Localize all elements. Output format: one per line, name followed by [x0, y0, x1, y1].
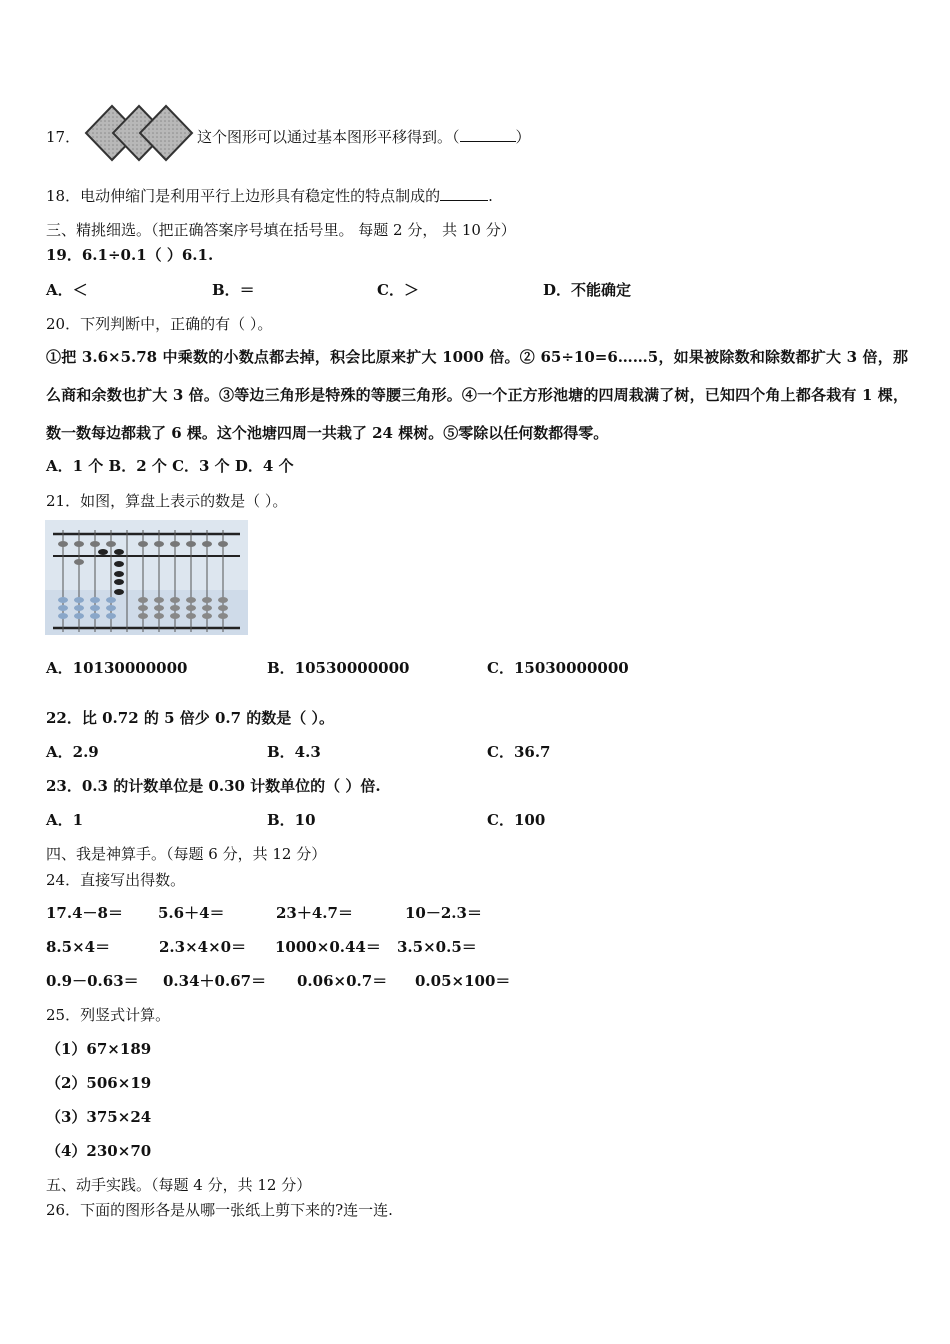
q18-text: 18．电动伸缩门是利用平行上边形具有稳定性的特点制成的 . [46, 187, 493, 205]
q25-item: （3）375×24 [46, 1108, 152, 1126]
q24-cell: 2.3×4×0＝ [159, 938, 247, 956]
q24-cell: 17.4－8＝ [46, 904, 123, 922]
q19-text: 19．6.1÷0.1（ ）6.1. [46, 246, 214, 264]
q25-text: 25．列竖式计算。 [46, 1006, 171, 1024]
q24-cell: 0.34＋0.67＝ [163, 972, 267, 990]
q22-option-b[interactable]: B．4.3 [267, 743, 321, 761]
q24-cell: 10－2.3＝ [405, 904, 482, 922]
q20-text: 20．下列判断中，正确的有（ ）。 [46, 315, 273, 333]
q25-item: （1）67×189 [46, 1040, 152, 1058]
q17-text: 这个图形可以通过基本图形平移得到。（ ） [197, 128, 531, 146]
q21-option-c[interactable]: C．15030000000 [487, 659, 629, 677]
q20-statements: ①把 3.6×5.78 中乘数的小数点都去掉，积会比原来扩大 1000 倍。② 65÷10=6……5，如果被除数和除数都扩大 3 倍，那么商和余数也扩大 3 倍。③等边三角形是特殊的等腰三角形。④一个正方形池塘的四周栽满了树，已知四个角上都各栽有 1 棵，数一数每边都栽了 6 棵。这个池塘四周一共栽了 24 棵树。⑤零除以任何数都得零。 [46, 348, 908, 442]
q25-item: （4）230×70 [46, 1142, 152, 1160]
section-3-heading: 三、精挑细选。（把正确答案序号填在括号里。 每题 2 分， 共 10 分） [46, 221, 516, 239]
q22-text: 22．比 0.72 的 5 倍少 0.7 的数是（ ）。 [46, 709, 334, 727]
q24-cell: 5.6＋4＝ [158, 904, 225, 922]
q22-option-a[interactable]: A．2.9 [46, 743, 99, 761]
q23-text: 23．0.3 的计数单位是 0.30 计数单位的（ ）倍. [46, 777, 381, 795]
section-5-heading: 五、动手实践。（每题 4 分，共 12 分） [46, 1176, 312, 1194]
q24-cell: 0.05×100＝ [415, 972, 511, 990]
q19-option-d[interactable]: D．不能确定 [543, 281, 632, 299]
q22-option-c[interactable]: C．36.7 [487, 743, 551, 761]
q24-cell: 23＋4.7＝ [276, 904, 353, 922]
q23-option-a[interactable]: A．1 [46, 811, 84, 829]
q19-option-c[interactable]: C．＞ [377, 281, 419, 299]
q23-option-c[interactable]: C．100 [487, 811, 546, 829]
q23-option-b[interactable]: B．10 [267, 811, 316, 829]
q24-cell: 3.5×0.5＝ [397, 938, 477, 956]
q24-cell: 0.9－0.63＝ [46, 972, 139, 990]
q24-text: 24．直接写出得数。 [46, 871, 186, 889]
q21-option-b[interactable]: B．10530000000 [267, 659, 410, 677]
answer-blank[interactable] [460, 127, 516, 142]
q24-cell: 8.5×4＝ [46, 938, 111, 956]
q26-text: 26．下面的图形各是从哪一张纸上剪下来的?连一连. [46, 1201, 393, 1219]
section-4-heading: 四、我是神算手。（每题 6 分，共 12 分） [46, 845, 327, 863]
q25-item: （2）506×19 [46, 1074, 152, 1092]
q19-option-b[interactable]: B．＝ [212, 281, 255, 299]
answer-blank[interactable] [440, 186, 488, 201]
q20-options[interactable]: A．1 个 B．2 个 C．3 个 D．4 个 [46, 457, 294, 475]
q21-text: 21．如图，算盘上表示的数是（ ）。 [46, 492, 288, 510]
abacus-image [45, 520, 248, 635]
q24-cell: 1000×0.44＝ [275, 938, 381, 956]
q19-option-a[interactable]: A．＜ [46, 281, 88, 299]
q21-option-a[interactable]: A．10130000000 [46, 659, 188, 677]
q17-number: 17． [46, 128, 81, 146]
translated-diamonds-figure [84, 104, 194, 162]
q24-cell: 0.06×0.7＝ [297, 972, 388, 990]
